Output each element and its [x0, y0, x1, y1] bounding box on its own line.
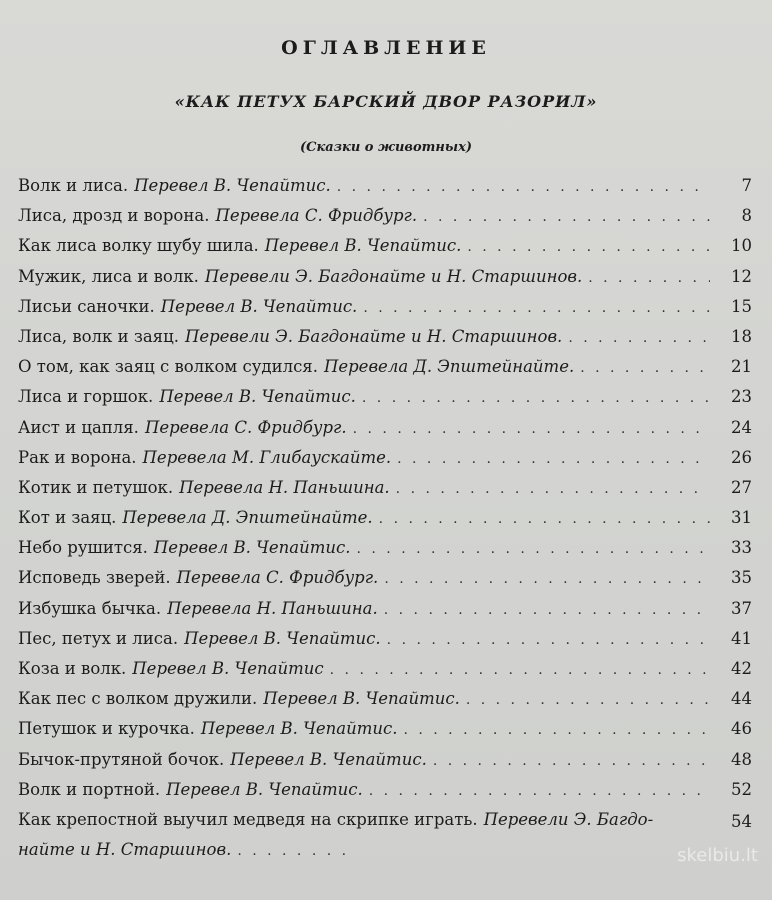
entry-page-number: 10: [731, 236, 752, 256]
toc-entry: [18, 357, 752, 387]
entry-translator: Перевела Д. Эпштейнайте.: [323, 357, 575, 377]
entry-translator: Перевела Н. Паньшина.: [179, 477, 390, 497]
dot-leader: [363, 300, 710, 316]
entry-page-number: 18: [731, 326, 752, 346]
toc-entry: [18, 629, 752, 659]
part-title: «КАК ПЕТУХ БАРСКИЙ ДВОР РАЗОРИЛ»: [174, 92, 598, 111]
entry-translator: Перевел В. Чепайтис.: [184, 628, 381, 648]
toc-entry: [18, 267, 752, 297]
entry-page-number: 31: [731, 508, 752, 528]
entry-page-number: 46: [731, 719, 752, 739]
entry-page-number: 21: [731, 357, 752, 377]
entry-title: Кот и заяц.: [18, 508, 117, 528]
entry-page-number: 54: [731, 811, 752, 831]
dot-leader: [384, 571, 710, 587]
entry-translator: Перевела М. Глибаускайте.: [142, 447, 392, 467]
entry-translator: Перевел В. Чепайтис.: [230, 749, 427, 769]
entry-page-number: 52: [731, 779, 752, 799]
entry-title: Исповедь зверей.: [18, 568, 171, 588]
entry-translator: Перевела Д. Эпштейнайте.: [122, 508, 373, 528]
entry-title: Как пес с волком дружили.: [18, 689, 258, 709]
entry-title: Лиса, дрозд и ворона.: [18, 206, 210, 226]
dot-leader: [362, 390, 710, 406]
toc-entry-last-continuation: [18, 840, 752, 870]
entry-title: Лиса и горшок.: [18, 387, 154, 407]
entry-translator: Перевел В. Чепайтис.: [263, 689, 460, 709]
dot-leader: [568, 330, 710, 346]
toc-entry: [18, 448, 752, 478]
dot-leader: [397, 451, 710, 467]
dot-leader: [369, 783, 710, 799]
entry-page-number: 15: [731, 296, 752, 316]
toc-entry: [18, 659, 752, 689]
entry-title: Небо рушится.: [18, 538, 148, 558]
toc-entry: [18, 327, 752, 357]
dot-leader: [466, 692, 710, 708]
entry-translator: Перевела С. Фридбург.: [144, 417, 347, 437]
table-of-contents: [18, 176, 752, 870]
entry-translator: Перевел В. Чепайтис.: [160, 296, 358, 316]
entry-page-number: 42: [731, 659, 752, 678]
entry-page-number: 27: [731, 477, 752, 497]
dot-leader: [396, 481, 710, 497]
entry-translator: Перевел В. Чепайтис: [132, 659, 324, 678]
entry-translator: Перевела С. Фридбург.: [176, 568, 379, 588]
toc-entry: [18, 236, 752, 266]
entry-translator: Перевел В. Чепайтис.: [153, 538, 351, 558]
entry-title: Избушка бычка.: [18, 598, 162, 618]
entry-translator: Перевели Э. Багдонайте и Н. Старшинов.: [184, 326, 563, 346]
dot-leader: [580, 360, 710, 376]
dot-leader: [237, 843, 347, 859]
dot-leader: [330, 662, 710, 678]
entry-title: Аист и цапля.: [18, 417, 139, 437]
entry-translator: Перевели Э. Багдо-: [483, 809, 654, 829]
toc-entry: [18, 568, 752, 598]
toc-entry: [18, 478, 752, 508]
entry-translator: Перевел В. Чепайтис.: [264, 236, 462, 256]
entry-title: Волк и лиса.: [18, 176, 129, 195]
entry-page-number: 48: [731, 749, 752, 769]
toc-entry: [18, 387, 752, 417]
entry-title: О том, как заяц с волком судился.: [18, 357, 318, 377]
toc-entry: [18, 418, 752, 448]
entry-title: Рак и ворона.: [18, 447, 137, 467]
dot-leader: [433, 753, 710, 769]
entry-page-number: 23: [731, 387, 752, 407]
entry-page-number: 7: [741, 176, 752, 195]
entry-page-number: 8: [741, 206, 752, 226]
entry-translator: Перевели Э. Багдонайте и Н. Старшинов.: [204, 266, 583, 286]
entry-page-number: 41: [731, 628, 752, 648]
entry-translator: Перевел В. Чепайтис.: [200, 719, 398, 739]
toc-entry: [18, 599, 752, 629]
entry-page-number: 44: [731, 689, 752, 709]
entry-title: Лисьи саночки.: [18, 296, 155, 316]
entry-title: Волк и портной.: [18, 779, 161, 799]
dot-leader: [588, 270, 710, 286]
section-title: (Сказки о животных): [300, 140, 472, 155]
entry-page-number: 12: [731, 266, 752, 286]
watermark: skelbiu.lt: [677, 845, 758, 866]
dot-leader: [337, 179, 710, 195]
entry-translator: Перевел В. Чепайтис.: [166, 779, 363, 799]
entry-page-number: 37: [731, 598, 752, 618]
toc-entry: [18, 297, 752, 327]
dot-leader: [384, 602, 710, 618]
page-title: ОГЛАВЛЕНИЕ: [281, 37, 491, 59]
entry-title: Коза и волк.: [18, 659, 127, 678]
dot-leader: [357, 541, 711, 557]
toc-entry: [18, 719, 752, 749]
dot-leader: [379, 511, 710, 527]
toc-entry: [18, 508, 752, 538]
toc-entry-last: [18, 810, 752, 840]
dot-leader: [387, 632, 710, 648]
entry-page-number: 24: [731, 417, 752, 437]
dot-leader: [353, 421, 710, 437]
entry-translator: Перевела Н. Паньшина.: [167, 598, 378, 618]
dot-leader: [423, 209, 710, 225]
toc-entry: [18, 538, 752, 568]
entry-title: Петушок и курочка.: [18, 719, 195, 739]
entry-title: Пес, петух и лиса.: [18, 628, 179, 648]
entry-title: Лиса, волк и заяц.: [18, 326, 179, 346]
entry-page-number: 26: [731, 447, 752, 467]
toc-entry: [18, 750, 752, 780]
entry-title: Как крепостной выучил медведя на скрипке играть.: [18, 809, 478, 829]
entry-translator: Перевел В. Чепайтис.: [134, 176, 331, 195]
entry-page-number: 33: [731, 538, 752, 558]
dot-leader: [467, 239, 710, 255]
entry-translator: Перевел В. Чепайтис.: [159, 387, 356, 407]
entry-page-number: 35: [731, 568, 752, 588]
entry-title: Как лиса волку шубу шила.: [18, 236, 259, 256]
dot-leader: [403, 722, 710, 738]
entry-title: Котик и петушок.: [18, 477, 174, 497]
entry-title: Мужик, лиса и волк.: [18, 266, 199, 286]
toc-entry: [18, 780, 752, 810]
entry-title: Бычок-прутяной бочок.: [18, 749, 225, 769]
toc-entry: [18, 176, 752, 206]
toc-entry: [18, 206, 752, 236]
entry-translator: Перевела С. Фридбург.: [215, 206, 418, 226]
toc-entry: [18, 689, 752, 719]
entry-translator-continuation: найте и Н. Старшинов.: [18, 840, 232, 860]
